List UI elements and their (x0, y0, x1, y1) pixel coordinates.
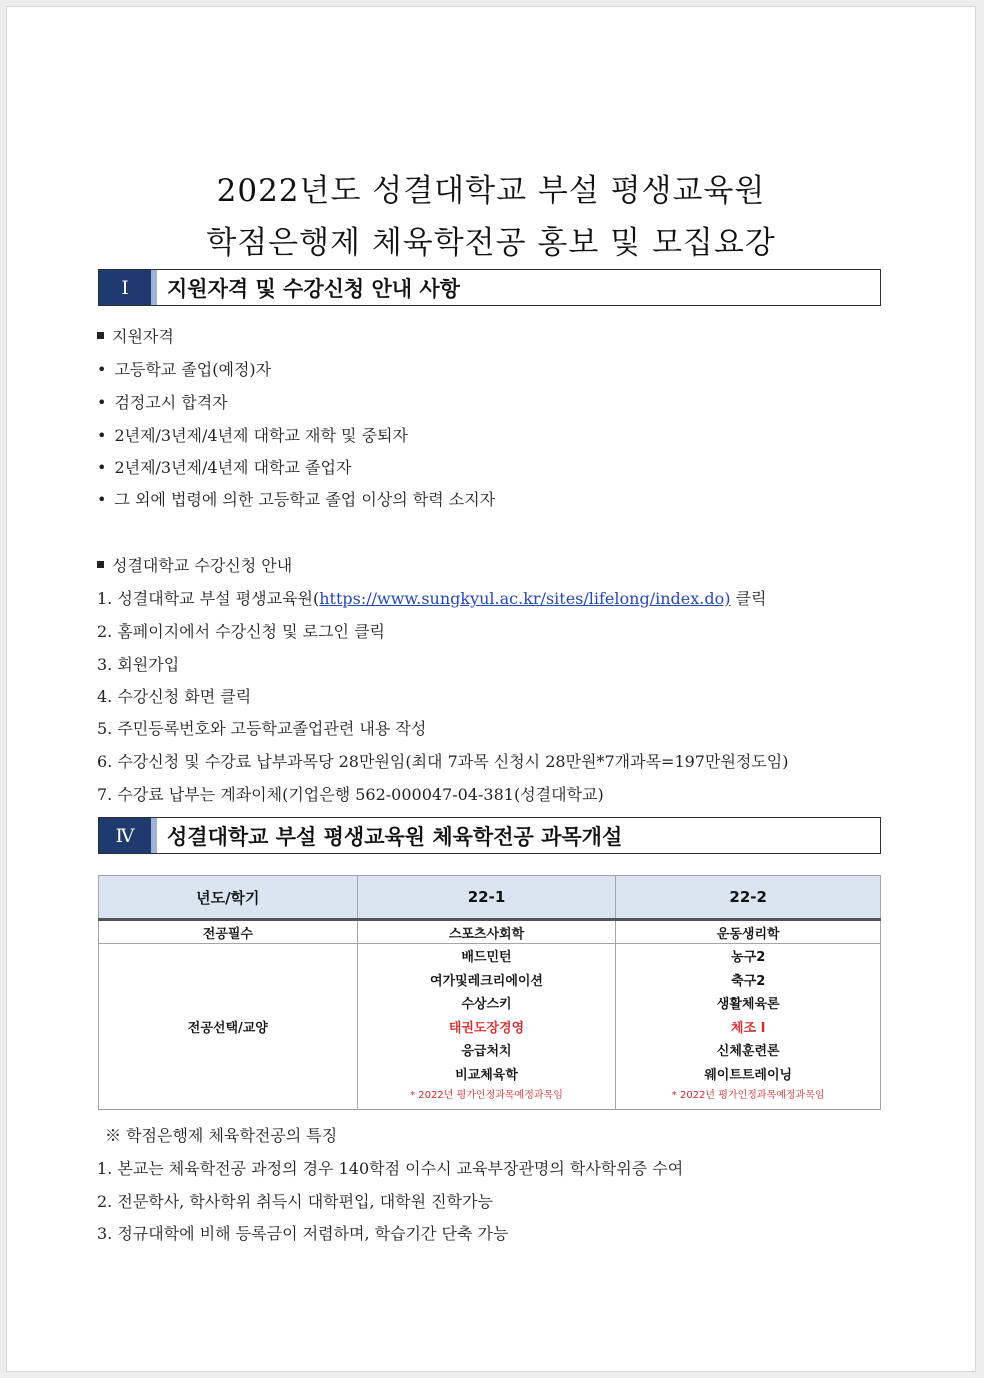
list-item: • 고등학교 졸업(예정)자 (97, 360, 272, 379)
header-sem2: 22-2 (616, 876, 881, 920)
eligibility-heading: 지원자격 (97, 324, 174, 347)
table-row (99, 944, 881, 1110)
lifelong-education-link[interactable]: https://www.sungkyul.ac.kr/sites/lifelong/index.do) (319, 589, 731, 608)
list-item: • 그 외에 법령에 의한 고등학교 졸업 이상의 학력 소지자 (97, 490, 496, 509)
bullet-icon: • (97, 458, 107, 477)
course-item-highlighted: 체조 I (730, 1020, 766, 1036)
section-title: 지원자격 및 수강신청 안내 사항 (167, 276, 460, 301)
registration-step: 3. 회원가입 (97, 655, 180, 674)
bullet-icon: • (97, 426, 107, 445)
document-title-line2: 학점은행제 체육학전공 홍보 및 모집요강 (206, 225, 776, 261)
list-item: • 2년제/3년제/4년제 대학교 졸업자 (97, 458, 352, 477)
registration-heading: 성결대학교 수강신청 안내 (97, 553, 292, 576)
document-page (6, 6, 976, 1372)
required-label: 전공필수 (99, 920, 358, 944)
registration-step: 5. 주민등록번호와 고등학교졸업관련 내용 작성 (97, 719, 427, 738)
bullet-icon: • (97, 360, 107, 379)
section-header-courses (98, 817, 881, 854)
course-item: 축구2 (731, 973, 766, 989)
section-title: 성결대학교 부설 평생교육원 체육학전공 과목개설 (167, 824, 623, 849)
bullet-icon: • (97, 393, 107, 412)
elective-courses-sem2 (616, 944, 881, 1110)
registration-step: 2. 홈페이지에서 수강신청 및 로그인 클릭 (97, 622, 385, 641)
header-sem1: 22-1 (357, 876, 616, 920)
course-table (98, 875, 881, 1110)
table-row (99, 920, 881, 944)
required-course-sem1: 스포츠사회학 (357, 920, 616, 944)
course-note: * 2022년 평가인정과목예정과목임 (410, 1090, 563, 1101)
course-item: 배드민턴 (461, 950, 512, 965)
course-item: 신체훈련론 (716, 1044, 780, 1059)
registration-step: 6. 수강신청 및 수강료 납부과목당 28만원임(최대 7과목 신청시 28만원*7개과목=197만원정도임) (97, 752, 789, 771)
feature-item: 3. 정규대학에 비해 등록금이 저렴하며, 학습기간 단축 가능 (97, 1224, 509, 1243)
section-number: I (99, 270, 157, 305)
course-item: 여가및레크리에이션 (429, 973, 543, 989)
feature-item: 2. 전문학사, 학사학위 취득시 대학편입, 대학원 진학가능 (97, 1192, 493, 1211)
table-header-row (99, 876, 881, 920)
square-bullet-icon (97, 332, 104, 339)
course-item: 농구2 (731, 950, 766, 965)
section-number: Ⅳ (99, 818, 157, 853)
registration-step: 7. 수강료 납부는 계좌이체(기업은행 562-000047-04-381(성결대학교) (97, 785, 604, 804)
list-item: • 검정고시 합격자 (97, 393, 228, 412)
document-title-line1: 2022년도 성결대학교 부설 평생교육원 (216, 173, 766, 209)
elective-courses-sem1 (357, 944, 616, 1110)
required-course-sem2: 운동생리학 (616, 920, 881, 944)
header-term: 년도/학기 (99, 876, 358, 920)
course-item-highlighted: 태권도장경영 (448, 1020, 525, 1036)
section-header-eligibility (98, 269, 881, 306)
features-heading: ※ 학점은행제 체육학전공의 특징 (105, 1126, 338, 1145)
course-item: 생활체육론 (716, 997, 780, 1012)
feature-item: 1. 본교는 체육학전공 과정의 경우 140학점 이수시 교육부장관명의 학사학위증 수여 (97, 1159, 684, 1178)
course-item: 웨이트트레이닝 (704, 1067, 793, 1083)
course-item: 응급처치 (461, 1044, 512, 1059)
course-note: * 2022년 평가인정과목예정과목임 (671, 1090, 825, 1101)
elective-label: 전공선택/교양 (99, 944, 358, 1110)
square-bullet-icon (97, 561, 104, 568)
list-item: • 2년제/3년제/4년제 대학교 재학 및 중퇴자 (97, 426, 408, 445)
registration-step: 4. 수강신청 화면 클릭 (97, 687, 252, 706)
bullet-icon: • (97, 490, 107, 509)
course-item: 비교체육학 (455, 1067, 518, 1083)
registration-step: 1. 성결대학교 부설 평생교육원(https://www.sungkyul.ac.kr/sites/lifelong/index.do) 클릭 (97, 589, 767, 608)
course-item: 수상스키 (461, 997, 512, 1012)
